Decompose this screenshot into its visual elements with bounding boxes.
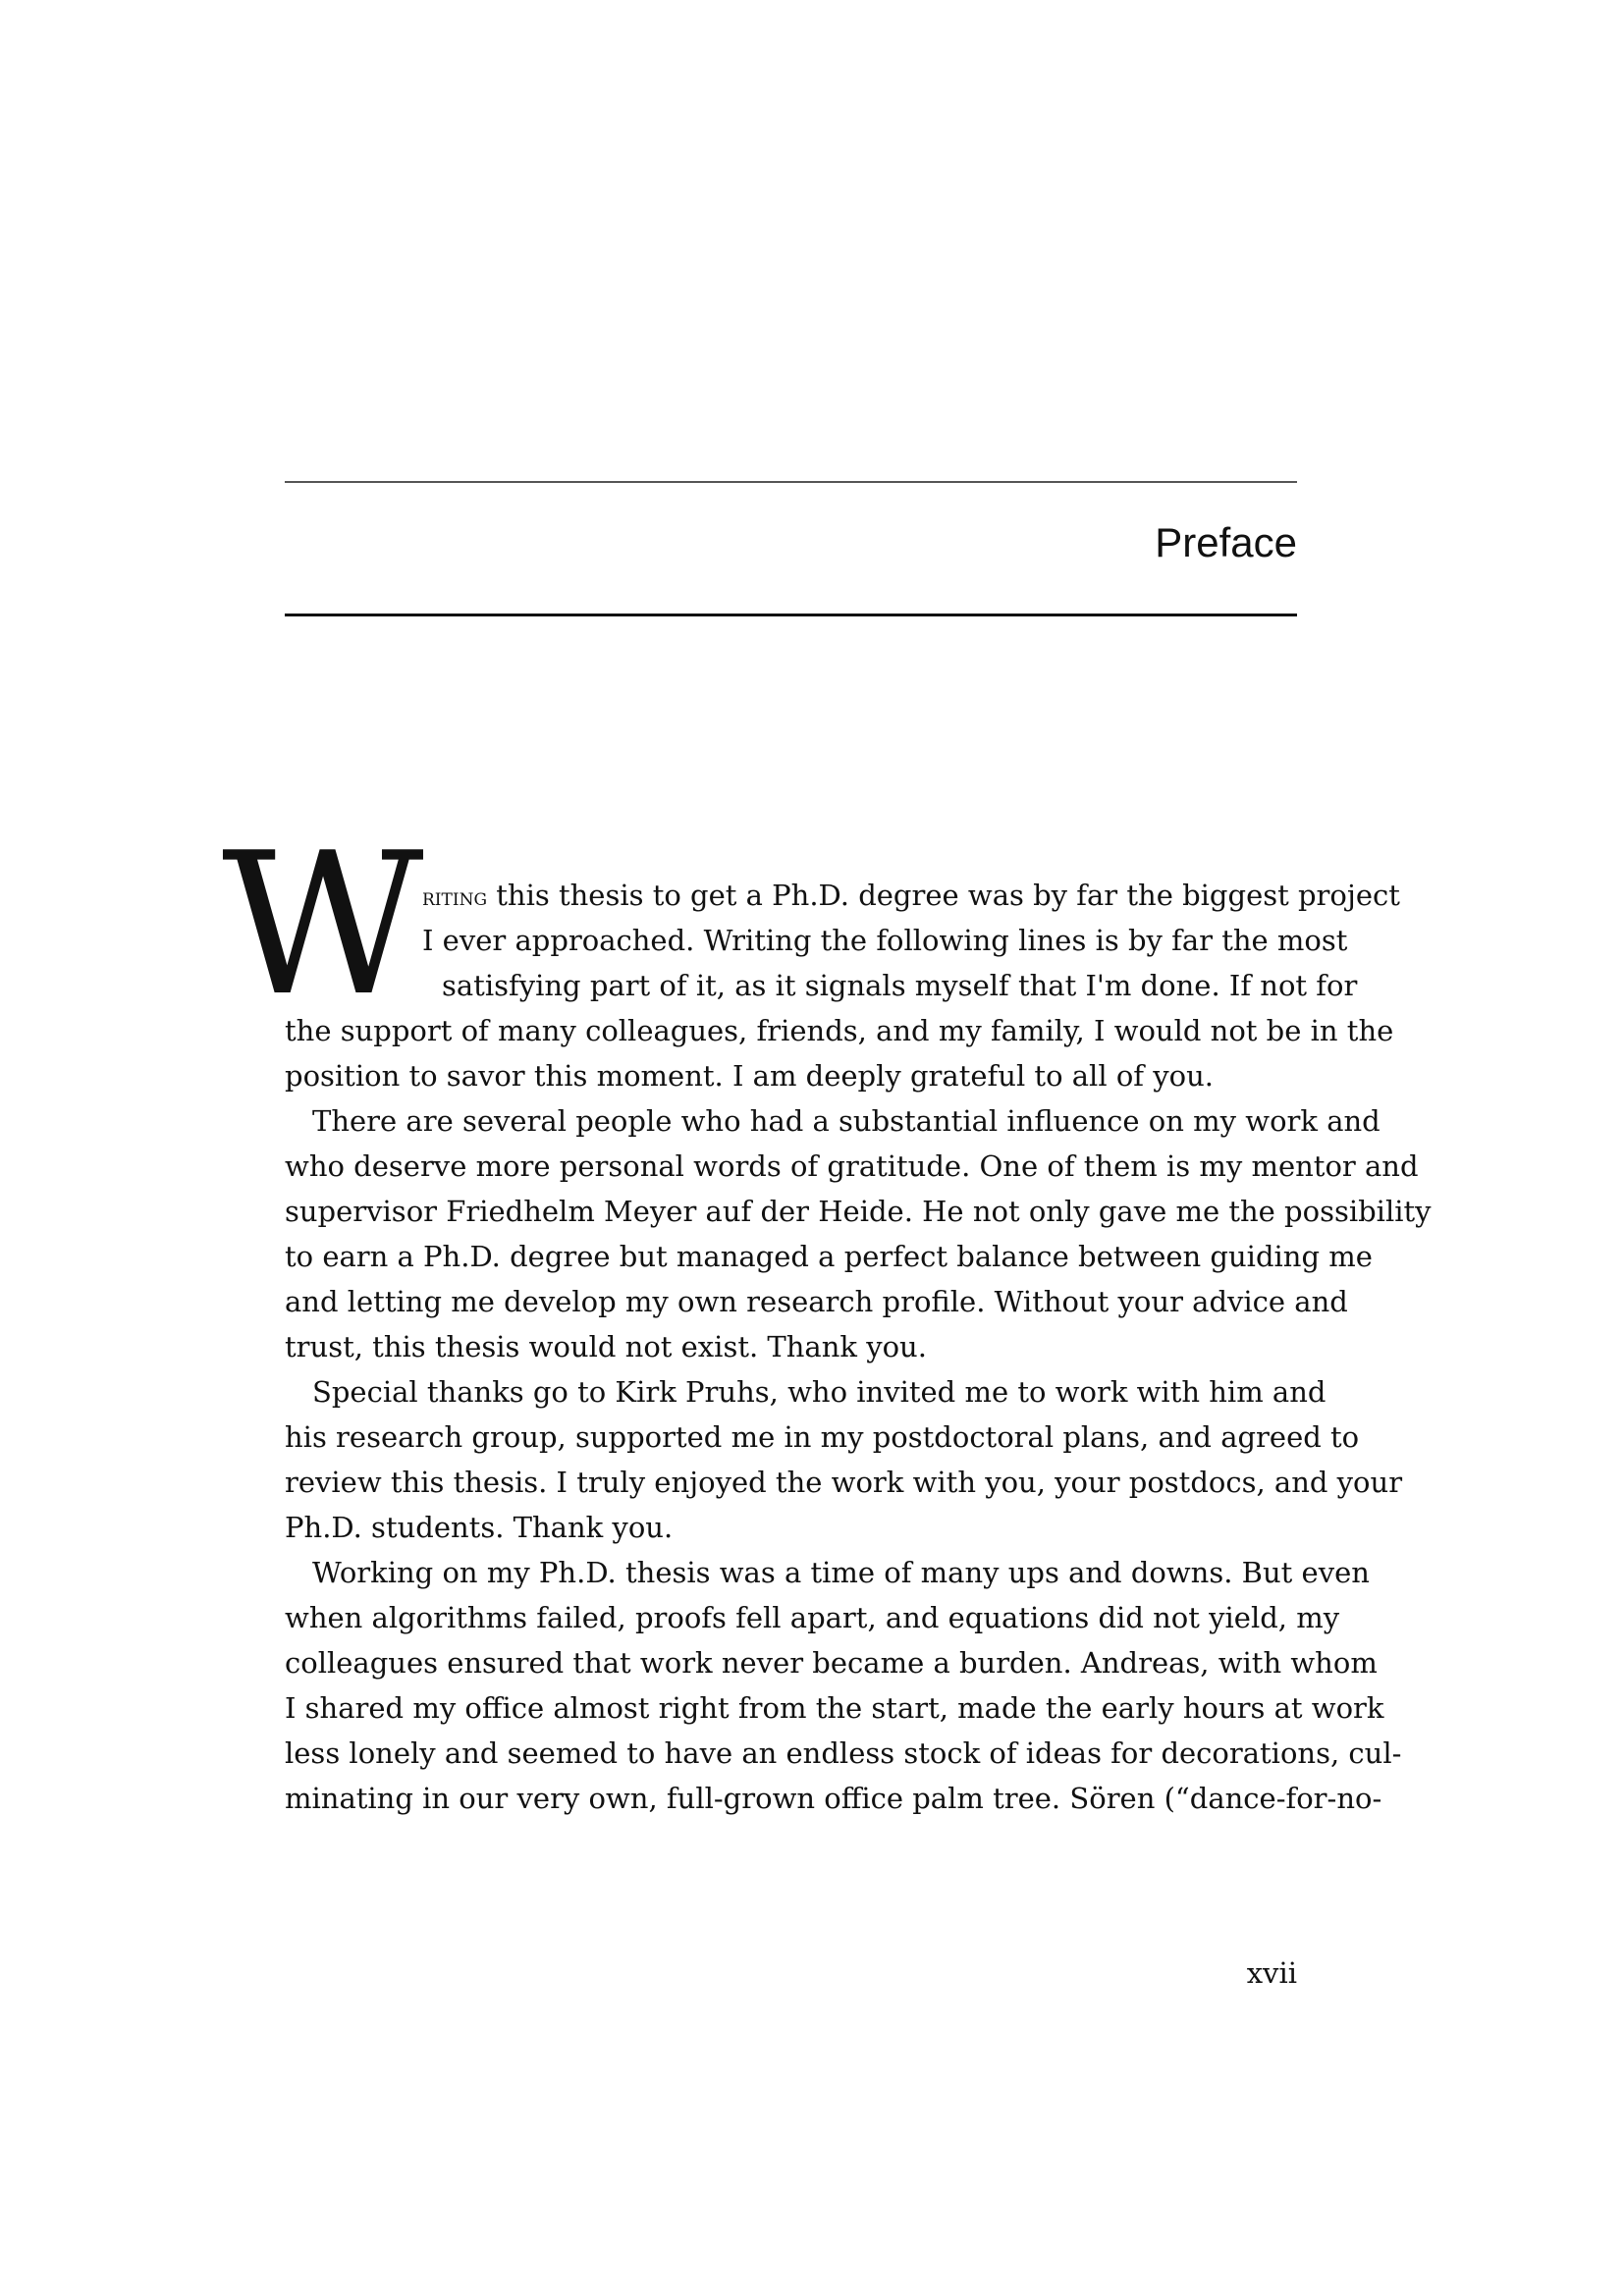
text-line: the support of many colleagues, friends, and my family, I would not be in the <box>285 1014 1394 1047</box>
text-line: Ph.D. students. Thank you. <box>285 1511 674 1544</box>
text-line: to earn a Ph.D. degree but managed a perfect balance between guiding me <box>285 1240 1373 1273</box>
chapter-bottom-rule <box>285 614 1297 616</box>
text-line: colleagues ensured that work never became a burden. Andreas, with whom <box>285 1646 1378 1680</box>
text-line: his research group, supported me in my postdoctoral plans, and agreed to <box>285 1420 1360 1454</box>
text-line: who deserve more personal words of gratitude. One of them is my mentor and <box>285 1149 1419 1183</box>
text-line: There are several people who had a substantial influence on my work and <box>312 1104 1380 1138</box>
text-line: satisfying part of it, as it signals myself that I'm done. If not for <box>442 969 1358 1002</box>
text-line: Special thanks go to Kirk Pruhs, who invited me to work with him and <box>312 1375 1326 1409</box>
chapter-top-rule <box>285 481 1297 483</box>
text-line: review this thesis. I truly enjoyed the work with you, your postdocs, and your <box>285 1466 1403 1499</box>
text-line: supervisor Friedhelm Meyer auf der Heide. He not only gave me the possibility <box>285 1195 1432 1228</box>
text-line: position to savor this moment. I am deeply grateful to all of you. <box>285 1059 1214 1093</box>
first-line-text: this thesis to get a Ph.D. degree was by far the biggest project <box>487 879 1400 912</box>
chapter-title: Preface <box>1155 519 1297 565</box>
text-line: and letting me develop my own research profile. Without your advice and <box>285 1285 1348 1318</box>
page-number: xvii <box>1246 1956 1297 1990</box>
text-line: I shared my office almost right from the start, made the early hours at work <box>285 1691 1384 1725</box>
drop-cap: W <box>222 811 424 1040</box>
text-line: less lonely and seemed to have an endless stock of ideas for decorations, cul- <box>285 1736 1402 1770</box>
preface-body <box>285 873 1432 1821</box>
small-caps-lead: riting <box>422 883 488 911</box>
text-line: minating in our very own, full-grown office palm tree. Sören (“dance-for-no- <box>285 1782 1382 1815</box>
text-line: trust, this thesis would not exist. Thank you. <box>285 1330 927 1363</box>
text-line: when algorithms failed, proofs fell apart, and equations did not yield, my <box>285 1601 1340 1634</box>
text-line <box>422 873 1400 918</box>
text-line: Working on my Ph.D. thesis was a time of many ups and downs. But even <box>312 1556 1370 1589</box>
text-line: I ever approached. Writing the following lines is by far the most <box>422 924 1348 957</box>
